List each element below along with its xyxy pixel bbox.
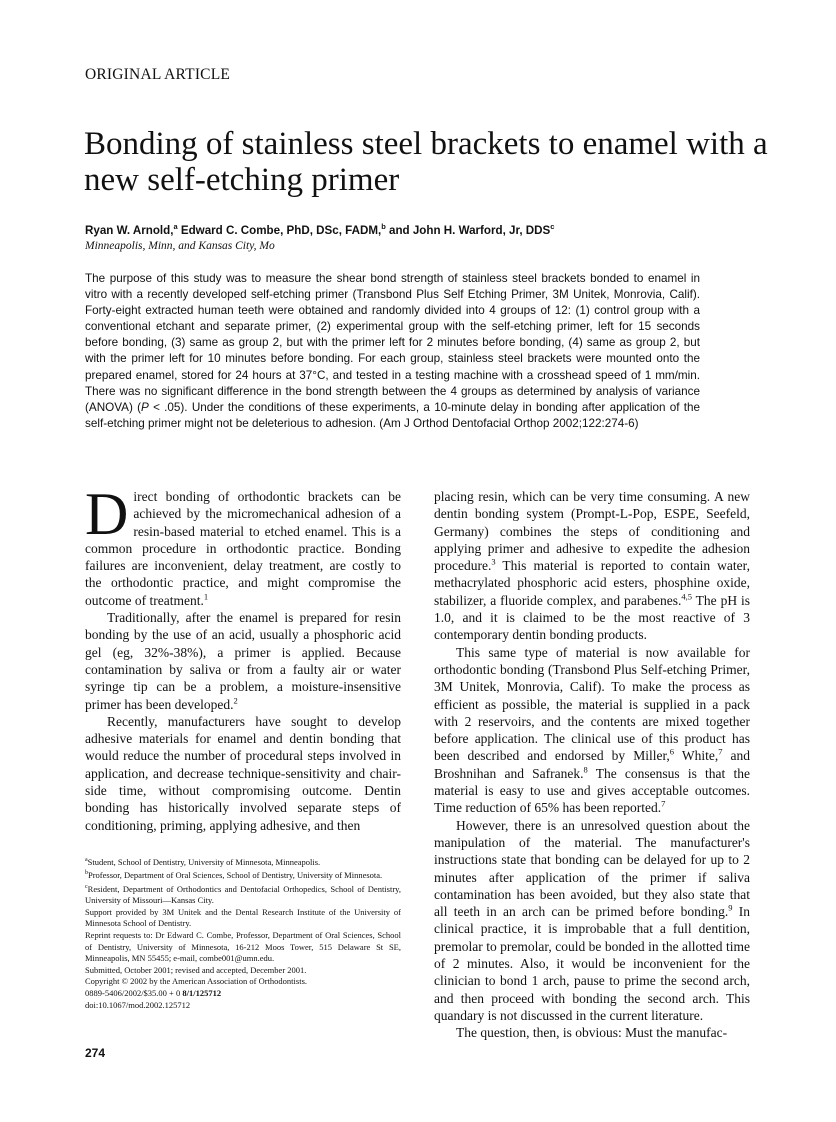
footnote <box>85 855 401 868</box>
drop-cap: D <box>85 481 129 547</box>
abstract-text: The purpose of this study was to measure the shear bond strength of stainless steel brackets bonded to enamel in vitro with a recently developed self-etching primer (Transbond Plus Self Etching Primer, 3M Unitek, Monrovia, Calif). Forty-eight extracted human teeth were obtained and randomly divided into 4 groups of 12: (1) control group with a conventional etchant and separate primer, (2) experimental group with the self-etching primer, left for 15 seconds before bonding, (3) same as group 2, but with the primer left for 2 minutes before bonding, (4) same as group 2, but with the primer left for 10 minutes before bonding. For each group, stainless steel brackets were mounted onto the prepared enamel, stored for 24 hours at 37°C, and tested in a testing machine with a crosshead speed of 1 mm/min. There was no significant difference in the bond strength between the 4 groups as determined by analysis of variance (ANOVA) ( <box>85 272 700 414</box>
footnote-text: Resident, Department of Orthodontics and Dentofacial Orthopedics, School of Dentistry, University of Missouri—Kansas City. <box>85 883 401 906</box>
footnote <box>85 868 401 881</box>
citation-ref: 8 <box>583 764 588 775</box>
body-paragraph <box>85 481 401 609</box>
footnote-text: Professor, Department of Oral Sciences, School of Dentistry, University of Minnesota. <box>88 870 383 881</box>
footnote-submitted: Submitted, October 2001; revised and accepted, December 2001. <box>85 964 307 975</box>
body-paragraph <box>85 713 401 834</box>
author-name: and John H. Warford, Jr, DDS <box>385 223 551 237</box>
paragraph-text: This same type of material is now available for orthodontic bonding (Transbond Plus Self-etching Primer, 3M Unitek, Monrovia, Calif). To make the process as efficient as possible, the material is supplied in a pack with 2 reservoirs, and the contents are mixed together before application. The clinical use of this product has been described and endorsed by Miller, <box>434 644 750 764</box>
body-paragraph <box>434 644 750 817</box>
paragraph-text: However, there is an unresolved question about the manipulation of the material. The manufacturer's instructions state that bonding can be delayed for up to 2 minutes after application of the primer if saliva contamination has been avoided, but they also state that all teeth in an arch can be primed before bonding. <box>434 817 750 920</box>
body-column-left <box>85 481 401 834</box>
author-location: Minneapolis, Minn, and Kansas City, Mo <box>85 240 275 252</box>
citation-ref: 2 <box>233 695 238 706</box>
footnote <box>85 882 401 907</box>
footnote-copyright: Copyright © 2002 by the American Association of Orthodontists. <box>85 976 308 987</box>
author-affiliation-mark: b <box>381 222 386 231</box>
body-paragraph <box>434 817 750 1025</box>
footnote-code-id: 8/1/125712 <box>182 988 222 999</box>
author-name: Edward C. Combe, PhD, DSc, FADM, <box>177 223 382 237</box>
citation-ref: 7 <box>718 746 723 757</box>
abstract-p-value-symbol: P <box>141 400 149 414</box>
page-number: 274 <box>85 1046 106 1060</box>
paragraph-text: Recently, manufacturers have sought to develop adhesive materials for enamel and dentin bonding that would reduce the number of procedural steps involved in application, and decrease technique-sensitivity and chair-side time, without compromising outcome. Dentin bonding has historically involved separate steps of conditioning, priming, applying adhesive, and then <box>85 713 401 833</box>
paragraph-text: This material is reported to contain water, methacrylated phosphoric acid esters, phosphine oxide, stabilizer, a fluoride complex, and parabenes. <box>434 558 750 608</box>
citation-ref: 9 <box>728 902 733 913</box>
body-paragraph <box>85 609 401 713</box>
paragraph-text: placing resin, which can be very time consuming. A new dentin bonding system (Prompt-L-Pop, ESPE, Seefeld, Germany) combines the steps of conditioning and applying primer and adhesive to expedite the adhesion procedure. <box>434 489 750 574</box>
article-title: Bonding of stainless steel brackets to enamel with a new self-etching primer <box>84 126 768 198</box>
citation-ref: 6 <box>669 746 675 757</box>
citation-ref: 4,5 <box>681 591 692 602</box>
citation-ref: 1 <box>203 591 209 602</box>
section-label: ORIGINAL ARTICLE <box>85 66 231 83</box>
author-affiliation-mark: c <box>550 222 555 231</box>
footnote-mark: c <box>85 883 88 890</box>
citation-ref: 7 <box>661 798 666 809</box>
paragraph-text: and Broshnihan and Safranek. <box>434 748 750 781</box>
author-affiliation-mark: a <box>173 222 178 231</box>
body-paragraph: The question, then, is obvious: Must the manufac- <box>456 1025 728 1041</box>
footnote-code-price: 0889-5406/2002/$35.00 + 0 <box>85 988 183 999</box>
footnote-support: Support provided by 3M Unitek and the Dental Research Institute of the University of Minnesota School of Dentistry. <box>85 906 401 929</box>
paragraph-text: White, <box>674 748 719 764</box>
paragraph-text: The consensus is that the material is easy to use and gives acceptable outcomes. Time reduction of 65% has been reported. <box>434 765 750 816</box>
author-list <box>85 222 765 237</box>
footnote-mark: a <box>85 857 88 863</box>
author-name: Ryan W. Arnold, <box>85 223 174 237</box>
footnote-code <box>85 988 401 1000</box>
abstract-text: < .05). Under the conditions of these experiments, a 10-minute delay in bonding after application of the self-etching primer might not be deleterious to adhesion. (Am J Orthod Dentofacial Orthop 2002;122:274-6) <box>85 400 700 430</box>
footnote-doi: doi:10.1067/mod.2002.125712 <box>85 999 191 1010</box>
citation-ref: 3 <box>491 556 496 567</box>
paragraph-text: The pH is 1.0, and it is claimed to be the most reactive of 3 contemporary dentin bonding products. <box>434 592 751 643</box>
paragraph-text: In clinical practice, it is improbable that a full dentition, premolar to premolar, could be bonded in the allotted time of 2 minutes. Also, it would be inconvenient for the clinician to bond 1 arch, pause to prime the second arch, and then proceed with bonding the second arch. This quandary is not discussed in the current literature. <box>434 904 750 1023</box>
paragraph-text: irect bonding of orthodontic brackets can be achieved by the micromechanical adhesion of a resin-based material to etched enamel. This is a common procedure in orthodontic practice. Bonding failures are inconvenient, delay treatment, are costly to the orthodontic practice, and might compromise the outcome of treatment. <box>85 489 401 608</box>
body-paragraph <box>434 488 750 644</box>
footnote-text: Student, School of Dentistry, University of Minnesota, Minneapolis. <box>87 856 321 867</box>
footnotes <box>85 855 401 1011</box>
body-column-right <box>434 488 750 1042</box>
footnote-mark: b <box>85 870 88 877</box>
abstract <box>85 271 700 432</box>
footnote-reprint: Reprint requests to: Dr Edward C. Combe, Professor, Department of Oral Sciences, School of Dentistry, University of Minnesota, 16-212 Moos Tower, 515 Delaware St SE, Minneapolis, MN 55455; e-mail, combe001@umn.edu. <box>85 930 401 964</box>
paragraph-text: Traditionally, after the enamel is prepared for resin bonding by the use of an acid, usually a phosphoric acid gel (eg, 32%-38%), a primer is applied. Because contamination by saliva or from a faulty air or water syringe tip can be a problem, a moisture-insensitive primer has been developed. <box>85 610 401 712</box>
